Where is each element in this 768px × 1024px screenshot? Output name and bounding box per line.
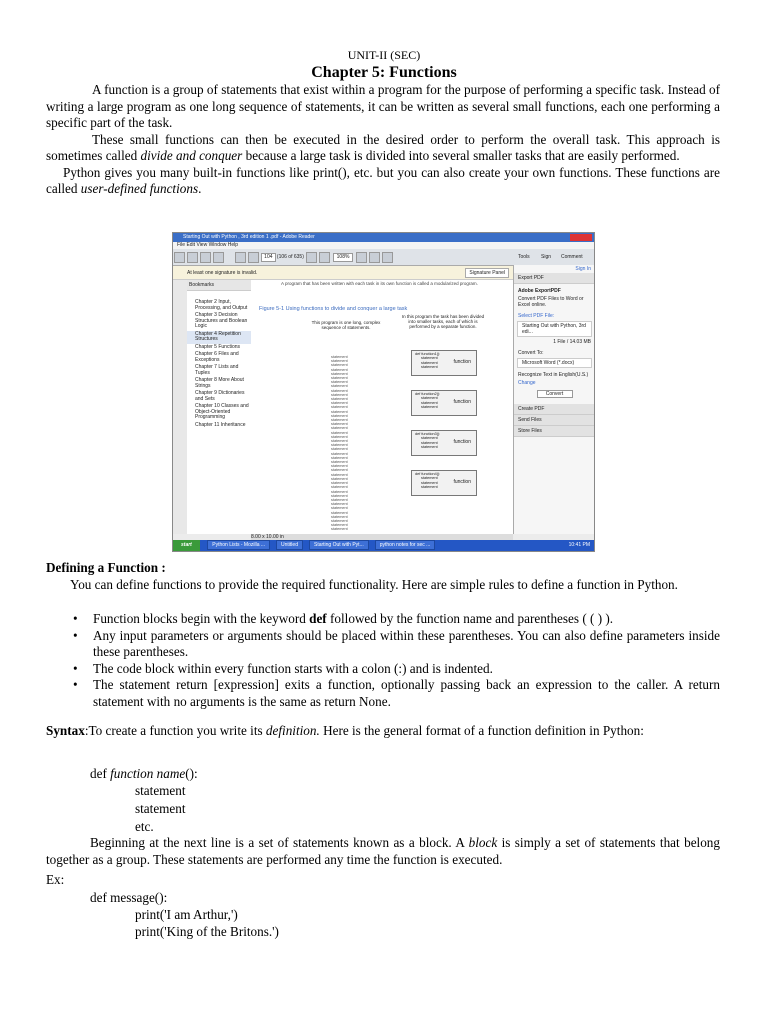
statement-text: statement [331,409,348,414]
statement-text: statement [331,430,348,435]
comment-icon [369,252,380,263]
statement-text: statement [421,405,438,410]
function-box [411,390,477,416]
signature-panel-button: Signature Panel [465,268,509,278]
statement-text: statement [331,355,348,359]
example-def-line: def message(): [90,890,168,905]
bookmark-item: Chapter 10 Classes and Object-Oriented Programming [195,403,249,420]
statement-text: statement [331,476,348,481]
statement-text: statement [331,380,348,385]
statement-text: statement [331,514,348,519]
statement-text: statement [331,464,348,469]
statement-text: statement [331,523,348,528]
create-pdf-header: Create PDF [514,404,595,415]
def-syntax-line: def function name(): [90,766,198,781]
taskbar-item: Untitled [276,540,303,550]
right-caption: In this program the task has been divided into smaller tasks, each of which is performed by a separate function. [401,314,485,329]
function-def-text: def function1(): [415,352,441,356]
page-size: 8.00 x 10.00 in [251,534,284,540]
function-label: function [453,479,471,485]
statement-text: statement [331,439,348,444]
statement-text: statement [331,426,348,431]
figure-title: Figure 5-1 Using functions to divide and conquer a large task [259,306,408,312]
taskbar-items [201,542,435,548]
fit-page-icon [356,252,367,263]
statement-text: statement [331,451,348,456]
statement-text: statement [421,396,438,401]
statement-text: statement [331,455,348,460]
list-item: • The statement return [expression] exits a function, optionally passing back an expression to the caller. A return statement with no arguments is the same as return None. [73,677,720,709]
statement-text: statement [331,518,348,523]
statement-column [331,355,367,532]
statement-text: statement [421,356,438,361]
statement-text: statement [421,445,438,450]
statement-text: statement [331,388,348,393]
reader-menu-bar: File Edit View Window Help [173,242,594,249]
save-icon [187,252,198,263]
function-box [411,470,477,496]
statement-text: statement [421,480,438,485]
statement-text: statement [331,434,348,439]
statement-text: statement [331,497,348,502]
windows-taskbar [173,540,594,551]
adobe-export-title: Adobe ExportPDF [518,288,561,294]
statement-text: statement [331,422,348,427]
bookmarks-label: Bookmarks [187,280,251,291]
function-label: function [453,399,471,405]
statement-text: statement [331,493,348,498]
statement-text: statement [331,443,348,448]
recognize-text: Recognize Text in English(U.S.) [518,372,589,378]
store-files-header: Store Files [514,426,595,437]
statement-text: statement [331,405,348,410]
defining-intro: You can define functions to provide the required functionality. Here are simple rules to define a function in Python. [70,577,678,592]
signature-warning-bar [173,266,513,280]
bookmark-list [187,291,251,429]
selected-file: Starting Out with Python, 3rd edi... [517,321,592,337]
format-select: Microsoft Word (*.docx) [517,358,592,368]
example-code-line: print('King of the Britons.') [135,924,279,939]
function-box [411,350,477,376]
bookmark-item: Chapter 9 Dictionaries and Sets [195,390,245,402]
zoom-field: 108% [333,253,354,262]
block-paragraph: Beginning at the next line is a set of statements known as a block. A block is simply a set of statements that belong together as a group. These statements are performed any time the function is executed. [46,835,720,867]
intro-paragraph-3: Python gives you many built-in functions like print(), etc. but you can also create your own functions. These functions are called user-defined functions. [46,164,720,196]
statement-text: statement [421,360,438,365]
embedded-reader-screenshot [172,232,595,552]
statement-text: statement [331,397,348,402]
statement-line: statement [135,801,186,816]
statement-text: statement [331,367,348,372]
reader-toolbar [173,249,594,266]
statement-line: statement [135,783,186,798]
syntax-paragraph: Syntax:To create a function you write its definition. Here is the general format of a function definition in Python: [46,723,644,738]
statement-text: statement [331,392,348,397]
intro-text [46,82,720,198]
unit-heading: UNIT-II (SEC) [347,48,421,62]
reader-title-bar: Starting Out with Python , 3rd edition 1 .pdf - Adobe Reader [173,233,594,242]
bookmark-item: Chapter 6 Files and Exceptions [195,351,239,363]
statement-text: statement [331,485,348,490]
export-pdf-header: Export PDF [514,273,595,284]
sign-in-link: Sign In [575,266,591,272]
start-button: start [173,540,200,551]
statement-text: statement [331,510,348,515]
statement-text: statement [331,418,348,423]
highlight-icon [382,252,393,263]
zoom-in-icon [319,252,330,263]
statement-text: statement [331,460,348,465]
bookmark-item: Chapter 5 Functions [195,343,241,350]
function-label: function [453,359,471,365]
intro-paragraph-1: A function is a group of statements that exist within a program for the purpose of performing a specific task. Instead of writing a large program as one long sequence of statements, it can be written as several small functions, each one performing a specific part of the task. [46,82,720,130]
bullet-icon: • [73,660,78,676]
statement-text: statement [331,371,348,376]
statement-line: etc. [135,819,154,834]
page-count: (106 of 635) [276,254,304,260]
tools-tab: Tools [518,254,530,260]
signature-warning-text: At least one signature is invalid. [187,270,258,276]
statement-text: statement [331,527,348,532]
bullet-icon: • [73,627,78,643]
comment-tab: Comment [561,254,583,260]
statement-text: statement [421,440,438,445]
convert-to-label: Convert To: [518,350,544,356]
reader-document-view [251,280,513,534]
statement-text: statement [421,436,438,441]
bookmark-item: Chapter 8 More About Strings [195,377,244,389]
rules-list [46,611,720,710]
left-caption: This program is one long, complex sequence of statements. [311,320,381,330]
window-controls-icon [570,234,592,241]
next-page-icon [248,252,259,263]
statement-text: statement [421,476,438,481]
page-number-field: 104 [261,253,275,262]
function-label: function [453,439,471,445]
section-heading: Defining a Function : [46,560,166,575]
taskbar-item: python notes for sec ... [375,540,436,550]
navigation-icons-strip [173,280,188,534]
function-def-text: def function2(): [415,392,441,396]
cloud-icon [200,252,211,263]
change-link: Change [518,380,536,386]
bookmark-item: Chapter 7 Lists and Tuples [195,364,239,376]
function-box [411,430,477,456]
zoom-out-icon [306,252,317,263]
convert-button: Convert [537,390,573,398]
statement-text: statement [421,400,438,405]
syntax-label: Syntax [46,723,85,738]
statement-text: statement [331,413,348,418]
list-item: • The code block within every function starts with a colon (:) and is indented. [73,660,493,676]
example-code-line: print('I am Arthur,') [135,907,238,922]
function-def-text: def function3(): [415,432,441,436]
chapter-title: Chapter 5: Functions [311,64,457,81]
statement-text: statement [421,485,438,490]
statement-text: statement [331,472,348,477]
bookmark-item: Chapter 4 Repetition Structures [187,331,251,344]
statement-text: statement [331,363,348,368]
statement-text: statement [331,359,348,364]
list-item: • Function blocks begin with the keyword def followed by the function name and parentheses ( ( ) ). [73,611,614,626]
statement-text: statement [331,468,348,473]
prev-page-icon [235,252,246,263]
intro-paragraph-2: These small functions can then be executed in the desired order to perform the overall task. This approach is sometimes called divide and conquer because a large task is divided into several smaller tasks that are easily performed. [46,131,720,163]
bookmark-item: Chapter 2 Input, Processing, and Output [195,299,248,311]
example-label: Ex: [46,872,65,887]
bookmarks-panel [187,280,252,534]
statement-text: statement [331,384,348,389]
export-desc: Convert PDF Files to Word or Excel online. [518,296,584,308]
file-count: 1 File / 14.03 MB [553,339,591,345]
send-files-header: Send Files [514,415,595,426]
statement-text: statement [331,502,348,507]
doc-top-text: A program that has been written with each task in its own function is called a modularized program. [281,281,478,286]
statement-text: statement [331,401,348,406]
statement-text: statement [331,506,348,511]
statement-text: statement [331,447,348,452]
taskbar-item: Python Lists - Mozilla ... [207,540,270,550]
statement-text: statement [421,365,438,370]
statement-text: statement [331,489,348,494]
statement-text: statement [331,481,348,486]
print-icon [174,252,185,263]
bookmark-item: Chapter 11 Inheritance [195,421,246,428]
bookmark-item: Chapter 3 Decision Structures and Boolean Logic [195,312,248,329]
bullet-icon: • [73,677,78,692]
email-icon [213,252,224,263]
statement-text: statement [331,376,348,381]
reader-right-panel [513,265,595,534]
select-file-label: Select PDF File: [518,313,555,319]
list-item: • Any input parameters or arguments should be placed within these parentheses. You can also define parameters inside these parentheses. [73,627,720,659]
bullet-icon: • [73,611,78,626]
taskbar-clock: 10:41 PM [568,542,590,548]
taskbar-item: Starting Out with Pyt... [309,540,369,550]
sign-tab: Sign [541,254,552,260]
function-def-text: def function4(): [415,472,441,476]
